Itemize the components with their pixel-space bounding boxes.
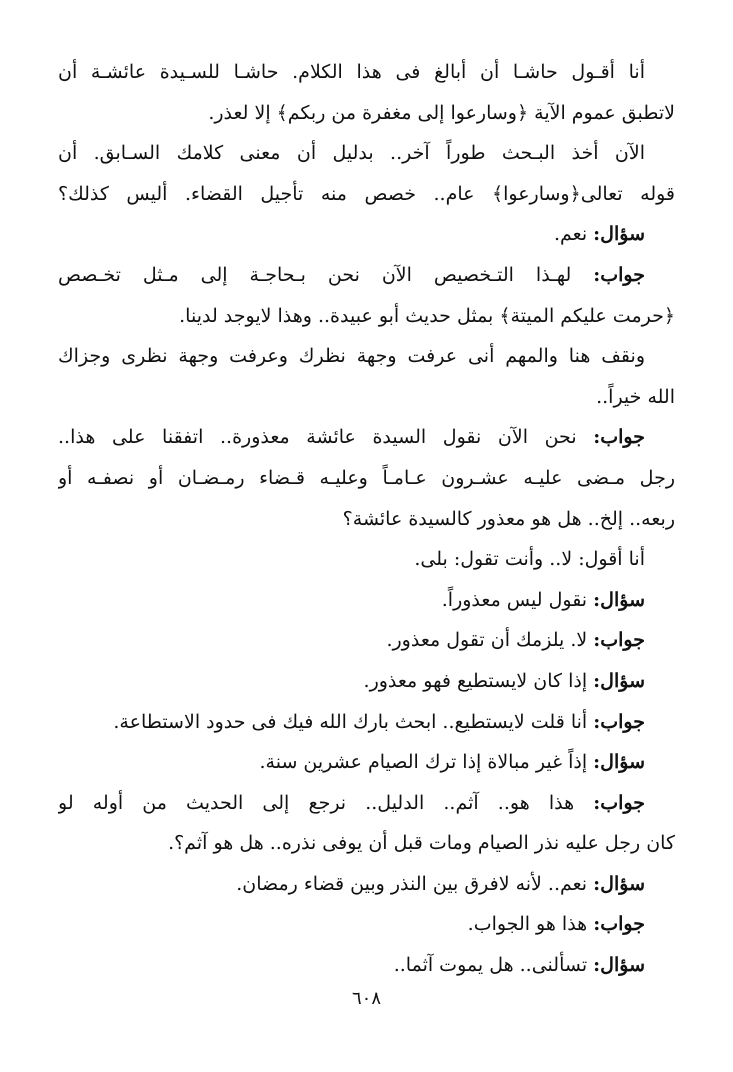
line-text: الله خيراً.. [596,385,675,408]
text-line [58,539,675,580]
speaker-label: سؤال: [593,872,645,895]
text-line [58,904,675,945]
speaker-label: جواب: [593,426,645,449]
line-text: نقول ليس معذوراً. [441,588,588,611]
line-text: ربعه.. إلخ.. هل هو معذور كالسيدة عائشة؟ [342,507,675,530]
text-line [58,499,675,540]
text-line [58,783,675,824]
line-text: كان رجل عليه نذر الصيام ومات قبل أن يوفى نذره.. هل هو آثم؟. [168,832,675,855]
line-text: أنا أقول: لا.. وأنت تقول: بلى. [414,548,645,571]
text-line [58,377,675,418]
text-line [58,864,675,905]
text-line [58,742,675,783]
text-line [58,93,675,134]
speaker-label: جواب: [593,710,645,733]
line-text: أنا أقـول حاشـا أن أبالغ فى هذا الكلام. حاشـا للسـيدة عائشـة أن [58,61,645,83]
line-text: ﴿حرمت عليكم الميتة﴾ بمثل حديث أبو عبيدة.. وهذا لايوجد لدينا. [179,304,675,327]
text-line [58,214,675,255]
text-line [58,945,675,986]
line-text: نعم. [553,223,588,246]
text-line [58,620,675,661]
text-line [58,133,675,174]
text-line [58,255,675,296]
speaker-label: جواب: [593,791,646,814]
speaker-label: جواب: [593,263,645,286]
speaker-label: سؤال: [593,588,645,611]
speaker-label: جواب: [593,913,645,936]
line-text: إذا كان لايستطيع فهو معذور. [363,669,588,692]
line-text: الآن أخذ البـحث طوراً آخر.. بدليل أن معنى كلامك السـابق. أن [58,142,645,165]
text-line [58,52,675,93]
line-text: هذا هو.. آثم.. الدليل.. نرجع إلى الحديث من أوله لو [58,791,575,814]
text-line [58,661,675,702]
line-text: نعم.. لأنه لافرق بين النذر وبين قضاء رمضان. [236,872,588,895]
page-body [58,52,675,986]
speaker-label: سؤال: [593,954,645,977]
speaker-label: سؤال: [593,669,645,692]
text-line [58,417,675,458]
text-line [58,702,675,743]
line-text: تسألنى.. هل يموت آثما.. [393,954,588,977]
text-line [58,336,675,377]
text-line [58,458,675,499]
text-line [58,580,675,621]
text-line [58,174,675,215]
line-text: إذاً غير مبالاة إذا ترك الصيام عشرين سنة. [259,751,588,774]
line-text: أنا قلت لايستطيع.. ابحث بارك الله فيك فى حدود الاستطاعة. [113,710,588,733]
line-text: ونقف هنا والمهم أنى عرفت وجهة نظرك وعرفت وجهة نظرى وجزاك [58,345,645,368]
speaker-label: سؤال: [593,751,645,774]
text-line [58,823,675,864]
line-text: نحن الآن نقول السيدة عائشة معذورة.. اتفقنا على هذا.. [58,426,577,449]
text-line [58,296,675,337]
line-text: رجل مـضى عليـه عشـرون عـامـاً وعليـه قـضاء رمـضـان أو نصفـه أو [58,466,675,489]
line-text: لا. يلزمك أن تقول معذور. [386,629,588,652]
line-text: قوله تعالى﴿وسارعوا﴾ عام.. خصص منه تأجيل القضاء. أليس كذلك؟ [58,182,675,205]
page-number: ٦٠٨ [351,988,381,1009]
speaker-label: سؤال: [593,223,645,246]
speaker-label: جواب: [593,629,645,652]
line-text: لهـذا التـخصيص الآن نحن بـحاجـة إلى مـثل تخـصص [58,263,572,286]
line-text: هذا هو الجواب. [467,913,588,936]
line-text: لاتطبق عموم الآية ﴿وسارعوا إلى مغفرة من ربكم﴾ إلا لعذر. [208,101,675,124]
